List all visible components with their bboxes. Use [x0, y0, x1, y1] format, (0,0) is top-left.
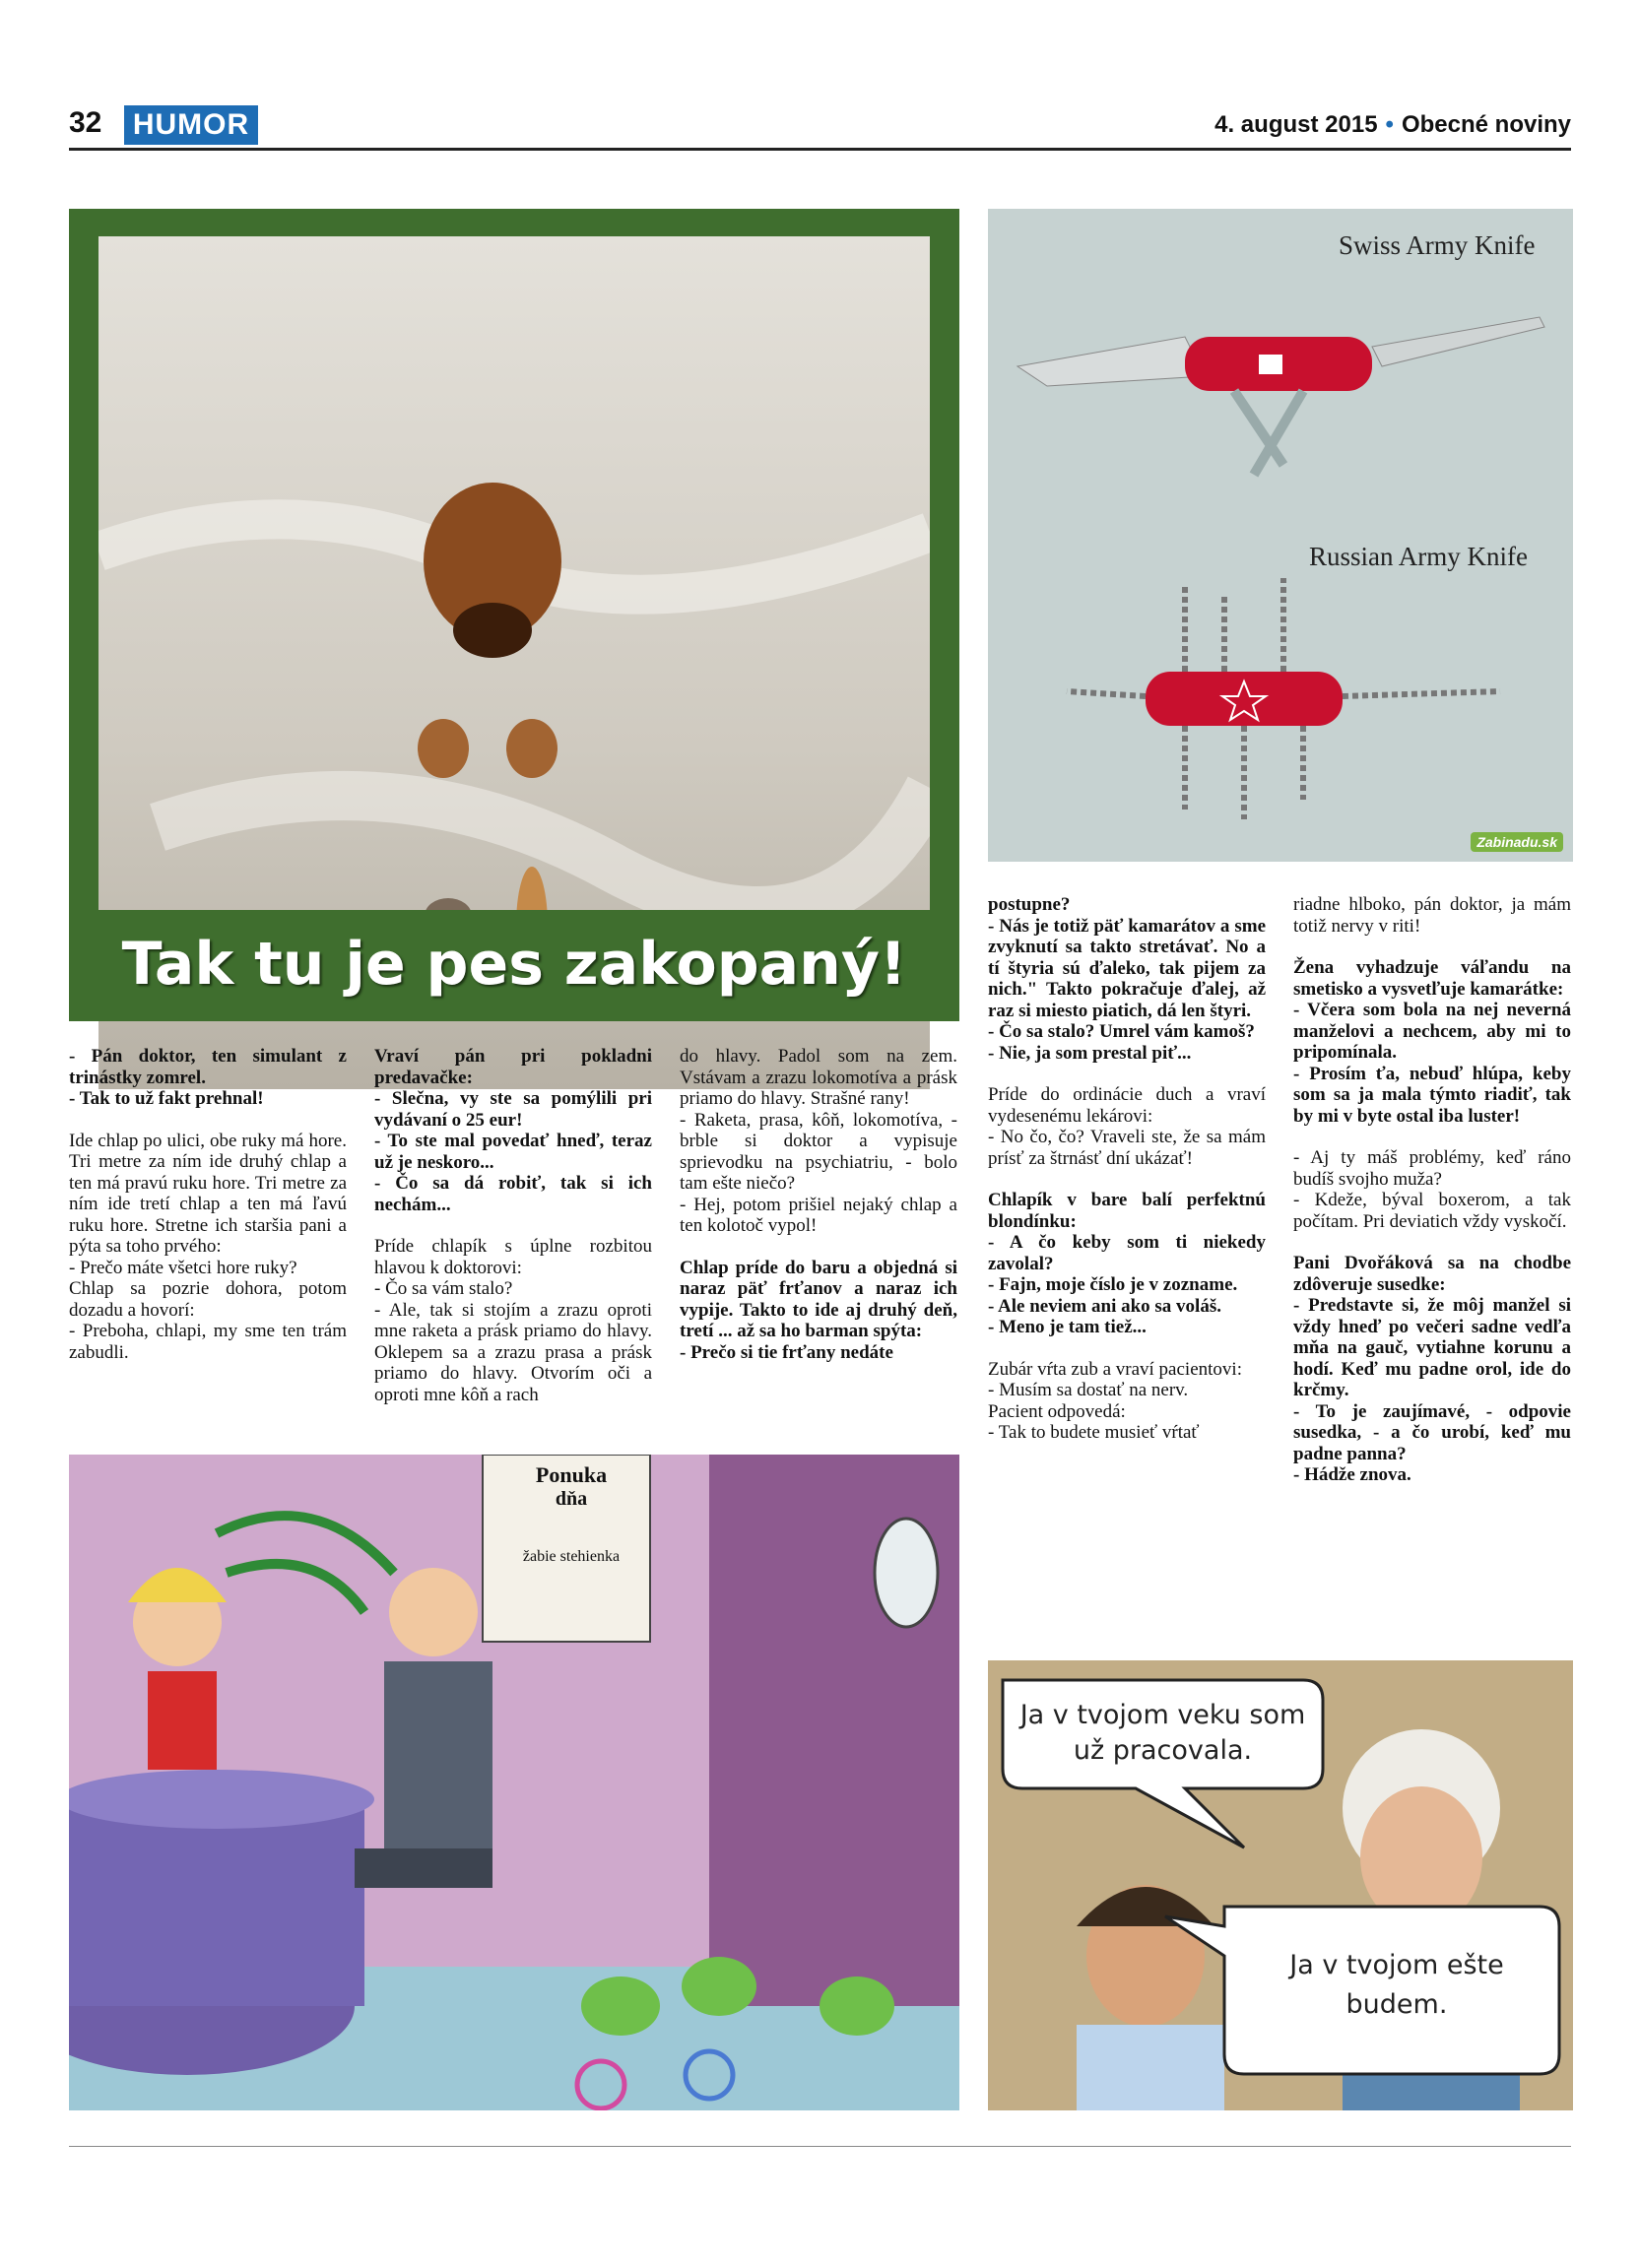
grandma-speech-bubble-text: Ja v tvojom veku som už pracovala. [1019, 1700, 1306, 1766]
separator-dot: • [1385, 111, 1394, 138]
text-column-5 [1293, 894, 1571, 1507]
russian-knife-drawing [1047, 573, 1540, 829]
text-column-1 [69, 1046, 347, 1384]
joke-paragraph: Vraví pán pri pokladni predavačke: - Slečna, vy ste sa pomýlili pri vydávaní o 25 eur! - To ste mal povedať hneď, teraz už je neskoro... - Čo sa dá robiť, tak si ich nechám... [374, 1046, 652, 1215]
joke-paragraph: - Aj ty máš problémy, keď ráno budíš svojho muža? - Kdeže, býval boxerom, a tak počítam. Pri deviatich vždy vyskočí. [1293, 1147, 1571, 1232]
text-column-3 [680, 1046, 957, 1384]
joke-paragraph: Chlap príde do baru a objedná si naraz päť frťanov a naraz ich vypije. Takto to ide aj druhý deň, tretí ... až sa ho barman spýta: - Prečo si tie frťany nedáte [680, 1257, 957, 1363]
dog-in-sand-image [69, 209, 959, 1021]
dog-caption: Tak tu je pes zakopaný! [121, 930, 907, 999]
swiss-knife-label: Swiss Army Knife [1339, 230, 1536, 260]
text-column-2 [374, 1046, 652, 1426]
header-date-publication [1214, 111, 1571, 139]
joke-paragraph: Zubár vŕta zub a vraví pacientovi: - Musím sa dostať na nerv. Pacient odpovedá: - Tak to budete musieť vŕtať [988, 1358, 1242, 1443]
grandma-child-image [988, 1660, 1573, 2110]
publication-name: Obecné noviny [1401, 111, 1571, 138]
dog-caption-banner [69, 910, 959, 1021]
joke-paragraph: Príde do ordinácie duch a vraví vydesenému lekárovi: - No čo, čo? Vraveli ste, že sa mám prísť za štrnásť dní ukázať! [988, 1084, 1266, 1169]
header-rule [69, 148, 1571, 151]
restaurant-cartoon-image [69, 1455, 959, 2110]
child-speech-bubble-text: Ja v tvojom ešte budem. [1289, 1950, 1504, 2020]
page-number: 32 [69, 106, 102, 139]
section-label: HUMOR [124, 105, 258, 145]
army-knife-image [988, 209, 1573, 862]
russian-knife-label: Russian Army Knife [1309, 542, 1528, 571]
joke-paragraph: - Pán doktor, ten simulant z trinástky zomrel. - Tak to už fakt prehnal! [69, 1046, 347, 1109]
joke-paragraph: Žena vyhadzuje váľandu na smetisko a vysvetľuje kamarátke: - Včera som bola na nej neverná manželovi a nechcem, aby mi to pripomínala. - Prosím ťa, nebuď hlúpa, keby som sa ja mala týmto riadiť, tak by mi v byte ostal iba luster! [1293, 957, 1571, 1127]
joke-paragraph: postupne? - Nás je totiž päť kamarátov a sme zvyknutí sa takto stretávať. No a tí štyria sú ďaleko, tak pijem za nich." Takto pokračuje ďalej, až raz si miesto piatich, dá len štyri. - Čo sa stalo? Umrel vám kamoš? - Nie, ja som prestal piť... [988, 894, 1266, 1064]
joke-paragraph: Ide chlap po ulici, obe ruky má hore. Tri metre za ním ide druhý chlap a ten má pravú ruku hore. Tri metre za ním ide tretí chlap a ten má ľavú ruku hore. Stretne ich staršia pani a pýta sa toho prvého: - Prečo máte všetci hore ruky? Chlap sa pozrie dohora, potom dozadu a hovorí: - Preboha, chlapi, my sme ten trám zabudli. [69, 1130, 347, 1363]
issue-date: 4. august 2015 [1214, 111, 1378, 138]
menu-sign-subtitle: dňa [555, 1488, 588, 1510]
menu-sign [502, 1462, 640, 1566]
joke-paragraph: Chlapík v bare balí perfektnú blondínku: - A čo keby som ti niekedy zavolal? - Fajn, moje číslo je v zozname. - Ale neviem ani ako sa voláš. - Meno je tam tiež... [988, 1190, 1266, 1337]
menu-sign-title: Ponuka [535, 1462, 608, 1487]
joke-paragraph: Pani Dvořáková sa na chodbe zdôveruje susedke: - Predstavte si, že môj manžel si vždy hneď po večeri sadne vedľa mňa na gauč, vytiahne korunu a hodí. Keď mu padne orol, ide do krčmy. - To je zaujímavé, - odpovie susedka, - a čo urobí, keď mu padne panna? - Hádže znova. [1293, 1253, 1571, 1485]
joke-paragraph: Príde chlapík s úplne rozbitou hlavou k doktorovi: - Čo sa vám stalo? - Ale, tak si stojím a zrazu oproti mne raketa a prásk priamo do hlavy. Oklepem sa a zrazu prasa a prásk priamo do hlavy. Otvorím oči a oproti mne kôň a rach [374, 1236, 652, 1405]
swiss-knife-drawing [1008, 268, 1559, 485]
menu-sign-item: žabie stehienka [522, 1548, 621, 1565]
text-column-4 [988, 894, 1266, 1464]
joke-paragraph: riadne hlboko, pán doktor, ja mám totiž nervy v riti! [1293, 894, 1571, 937]
joke-paragraph: do hlavy. Padol som na zem. Vstávam a zrazu lokomotíva a prásk priamo do hlavy. Strašné rany! - Raketa, prasa, kôň, lokomotíva, - brble si doktor a vypisuje sprievodku na psychiatriu, - bolo tam ešte niečo? - Hej, potom prišiel nejaký chlap a ten kolotoč vypol! [680, 1046, 957, 1236]
knife-watermark: Zabinadu.sk [1471, 832, 1563, 852]
footer-rule [69, 2146, 1571, 2147]
